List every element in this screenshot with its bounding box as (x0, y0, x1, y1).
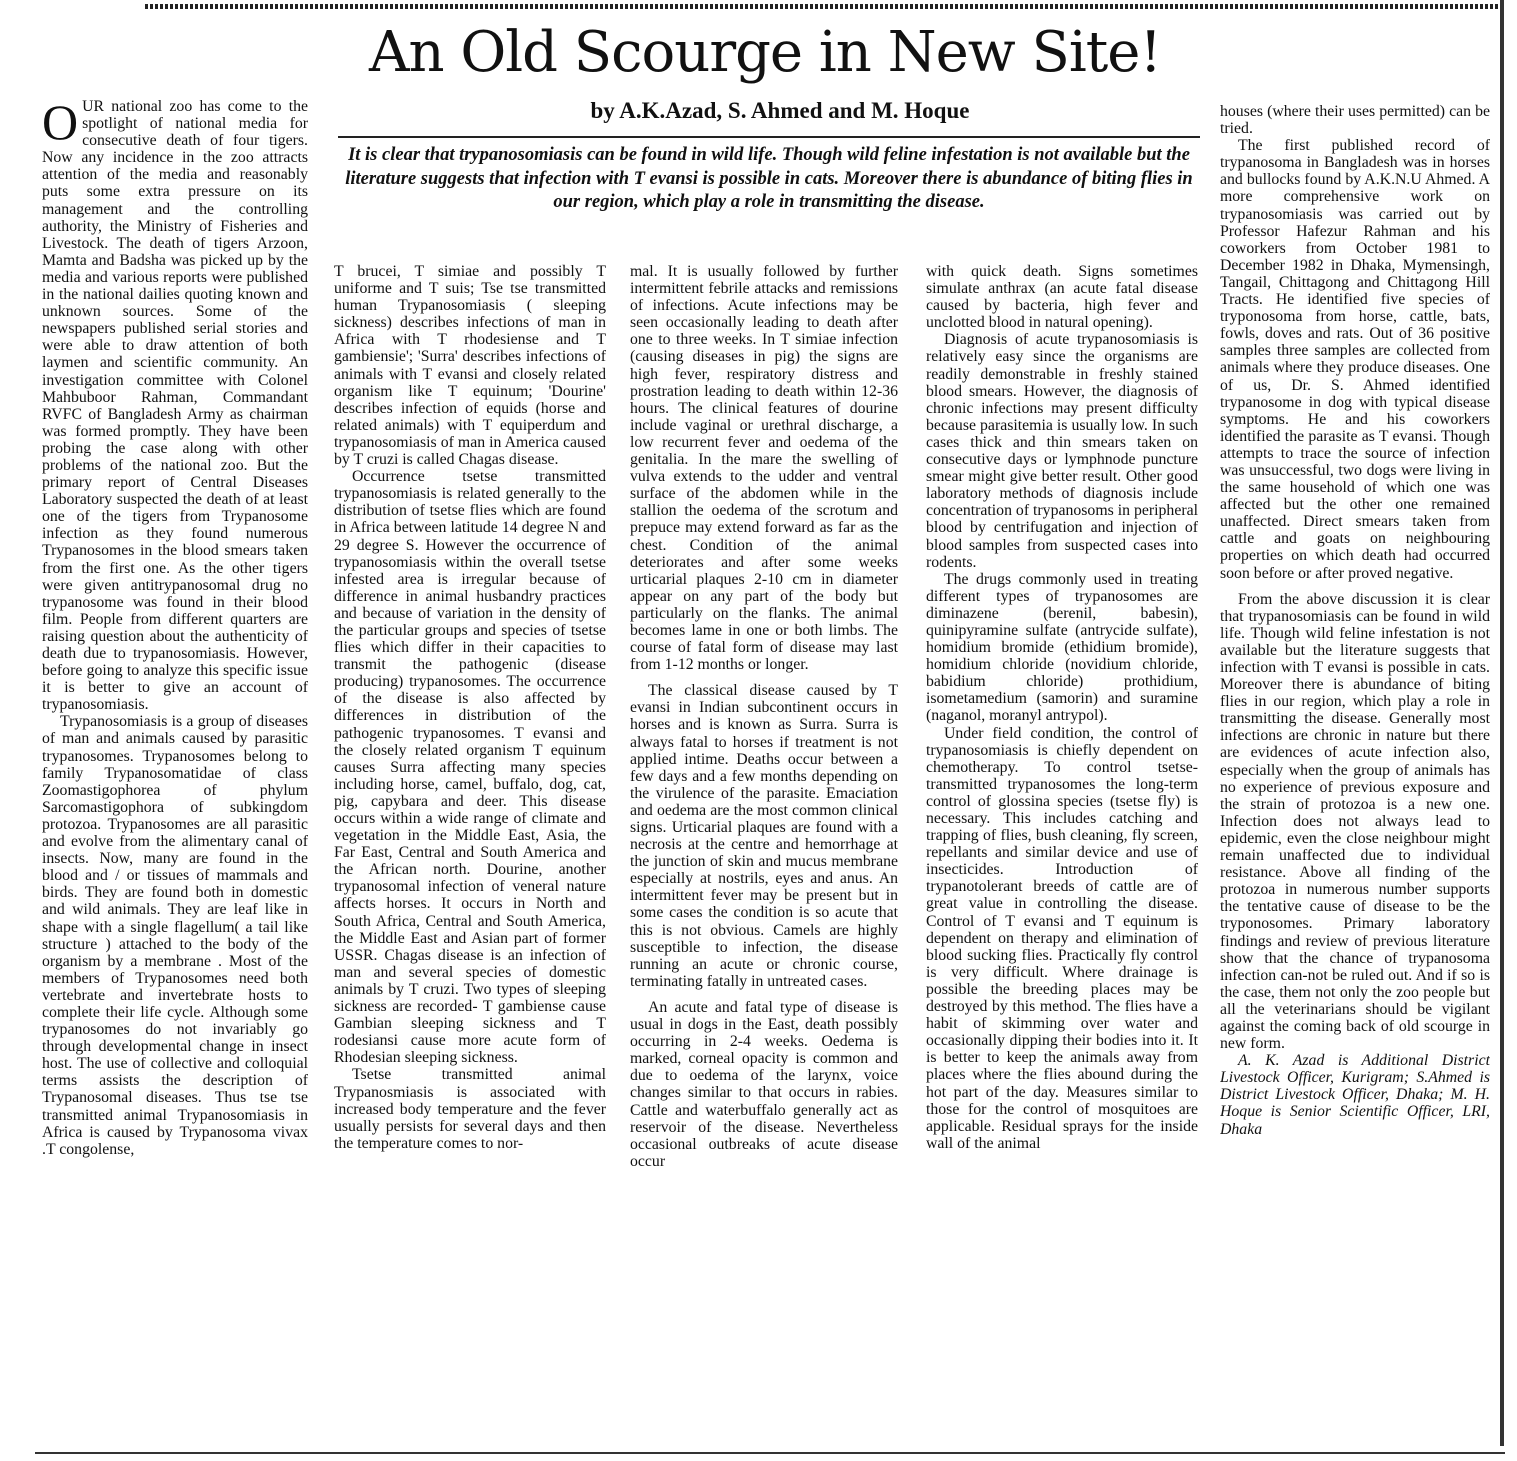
paragraph: The drugs commonly used in treating different types of trypanosomes are diminazene (berenil, babesin), quinipyramine sulfate (antrycide sulfate), homidium bromide (ethidium bromide), homidium chloride (novidium chloride, babidium chloride) prothidium, isometamedium (samorin) and suramine (naganol, moranyl antrypol). (926, 570, 1198, 725)
paragraph: From the above discussion it is clear that trypanosomiasis can be found in wild life. Though wild feline infestation is not available but the literature suggests that infection with T evansi is possible in cats. Moreover there is abundance of biting flies in our region, which play a role in transmitting the disease. Generally most infections are chronic in nature but there are evidences of acute infection also, especially when the group of animals has no experience of previous exposure and the strain of protozoa is a new one. Infection does not always lead to epidemic, even the close neighbour might remain unaffected due to individual resistance. Above all finding of the protozoa in numerous number supports the tentative cause of disease to be the tryponosomes. Primary laboratory findings and review of previous literature show that the chance of trypanosoma infection can-not be ruled out. And if so is the case, them not only the zoo people but all the veterinarians should be vigilant against the coming back of old scourge in new form. (1220, 590, 1490, 1053)
paragraph: An acute and fatal type of disease is usual in dogs in the East, death possibly occurring in 2-4 weeks. Oedema is marked, corneal opacity is common and due to oedema of the larynx, voice changes similar to that occurs in rabies. Cattle and waterbuffalo generally act as reservoir of the disease. Nevertheless occasional outbreaks of acute disease occur (630, 998, 898, 1170)
drop-cap: O (42, 98, 79, 150)
article-column-2 (334, 263, 606, 1438)
article-column-5 (1220, 103, 1490, 1438)
deck-summary: It is clear that trypanosomiasis can be found in wild life. Though wild feline infestation is not available but the literature suggests that infection with T evansi is possible in cats. Moreover there is abundance of biting flies in our region, which play a role in transmitting the disease. (345, 145, 1193, 212)
article-column-1 (42, 98, 308, 1438)
article-column-3 (630, 263, 898, 1438)
paragraph: Trypanosomiasis is a group of diseases of man and animals caused by parasitic trypanosomes. Trypanosomes belong to family Trypanosomatidae of class Zoomastigophorea of phylum Sarcomastigophora of subkingdom protozoa. Trypanosomes are all parasitic and evolve from the alimentary canal of insects. Now, many are found in the blood and / or tissues of mammals and birds. They are found both in domestic and wild animals. They are leaf like in shape with a single flagellum( a tail like structure ) attached to the body of the organism by a membrane . Most of the members of Trypanosomes need both vertebrate and invertebrate hosts to complete their life cycle. Although some trypanosomes do not invariably go through developmental change in insect host. The use of collective and colloquial terms assists the description of Trypanosomal diseases. Thus tse tse transmitted animal Trypanosomiasis in Africa is caused by Trypanosoma vivax .T congolense, (42, 713, 308, 1158)
paragraph: with quick death. Signs sometimes simulate anthrax (an acute fatal disease caused by bacteria, high fever and unclotted blood in natural opening). (926, 263, 1198, 332)
paragraph-text: UR national zoo has come to the spotlight of national media for consecutive death of four tigers. Now any incidence in the zoo attracts attention of the media and reasonably puts some extra pressure on its management and the controlling authority, the Ministry of Fisheries and Livestock. The death of tigers Arzoon, Mamta and Badsha was picked up by the media and various reports were published in the national dailies quoting known and unknown sources. Some of the newspapers published serial stories and were able to draw attention of both laymen and scientific community. An investigation committee with Colonel Mahbuboor Rahman, Commandant RVFC of Bangladesh Army as chairman was formed promptly. They have been probing the case along with other problems of the national zoo. But the primary report of Central Diseases Laboratory suspected the death of at least one of the tigers from Trypanosome infection as they found numerous Trypanosomes in the blood smears taken from the first one. As the other tigers were given antitrypanosomal drug no trypanosome was found in their blood film. People from different quarters are raising question about the authenticity of death due to trypanosomiasis. However, before going to analyze this specific issue it is better to give an account of trypanosomiasis. (42, 98, 308, 714)
bottom-page-border (35, 1452, 1505, 1454)
paragraph: Under field condition, the control of trypanosomiasis is chiefly dependent on chemotherapy. To control tsetse-transmitted trypanosomes the long-term control of glossina species (tsetse fly) is necessary. This includes catching and trapping of flies, bush cleaning, fly screen, repellants and similar device and use of insecticides. Introduction of trypanotolerant breeds of cattle are of great value in controlling the disease. Control of T evansi and T equinum is dependent on therapy and elimination of blood sucking flies. Practically fly control is very difficult. Where drainage is possible the breeding places may be destroyed by this method. The flies have a habit of skimming over water and occasionally dipping their bodies into it. It is better to keep the animals away from places where the flies abound during the hot part of the day. Measures similar to those for the control of mosquitoes are applicable. Residual sprays for the inside wall of the animal (926, 724, 1198, 1152)
headline: An Old Scourge in New Site! (369, 20, 1161, 85)
paragraph: Tsetse transmitted animal Trypanosmiasis is associated with increased body temperature and the fever usually persists for several days and then the temperature comes to nor- (334, 1066, 606, 1152)
paragraph: Occurrence tsetse transmitted trypanosomiasis is related generally to the distribution of tsetse flies which are found in Africa between latitude 14 degree N and 29 degree S. However the occurrence of trypanosomiasis within the overall tsetse infested area is irregular because of difference in animal husbandry practices and because of variation in the density of the particular groups and species of tsetse flies which differ in their capacities to transmit the pathogenic (disease producing) trypanosomes. The occurrence of the disease is also affected by differences in distribution of the pathogenic trypanosomes. T evansi and the closely related organism T equinum causes Surra affecting many species including horse, camel, buffalo, dog, cat, pig, capybara and deer. This disease occurs within a wide range of climate and vegetation in the Middle East, Asia, the Far East, Central and South America and the African north. Dourine, another trypanosomal infection of veneral nature affects horses. It occurs in North and South Africa, Central and South America, the Middle East and Asian part of former USSR. Chagas disease is an infection of man and several species of domestic animals by T cruzi. Two types of sleeping sickness are recorded- T gambiense cause Gambian sleeping sickness and T rodesiansi cause more acute form of Rhodesian sleeping sickness. (334, 468, 606, 1067)
top-decorative-border (145, 4, 1502, 9)
paragraph: houses (where their uses permitted) can be tried. (1220, 103, 1490, 138)
author-bio: A. K. Azad is Additional District Livestock Officer, Kurigram; S.Ahmed is District Livestock Officer, Dhaka; M. H. Hoque is Senior Scientific Officer, LRI, Dhaka (1220, 1052, 1490, 1138)
paragraph: The classical disease caused by T evansi in Indian subcontinent occurs in horses and is known as Surra. Surra is always fatal to horses if treatment is not applied intime. Deaths occur between a few days and a few months depending on the virulence of the parasite. Emaciation and oedema are the most common clinical signs. Urticarial plaques are found with a necrosis at the centre and hemorrhage at the junction of skin and mucus membrane especially at nostrils, eyes and anus. An intermittent fever may be present but in some cases the condition is so acute that this is not obvious. Camels are highly susceptible to infection, the disease running an acute or chronic course, terminating fatally in untreated cases. (630, 682, 898, 990)
paragraph: mal. It is usually followed by further intermittent febrile attacks and remissions of infections. Acute infections may be seen occasionally leading to death after one to three weeks. In T simiae infection (causing diseases in pig) the signs are high fever, respiratory distress and prostration leading to death within 12-36 hours. The clinical features of dourine include vaginal or urethral discharge, a low recurrent fever and oedema of the genitalia. In the mare the swelling of vulva extends to the udder and ventral surface of the abdomen while in the stallion the oedema of the scrotum and prepuce may extend forward as far as the chest. Condition of the animal deteriorates and after some weeks urticarial plaques 2-10 cm in diameter appear on any part of the body but particularly on the flanks. The animal becomes lame in one or both limbs. The course of fatal form of disease may last from 1-12 months or longer. (630, 263, 898, 674)
article-column-4 (926, 263, 1198, 1438)
paragraph: The first published record of trypanosoma in Bangladesh was in horses and bullocks found by A.K.N.U Ahmed. A more comprehensive work on trypanosomiasis was carried out by Professor Hafezur Rahman and his coworkers from October 1981 to December 1982 in Dhaka, Mymensingh, Tangail, Chittagong and Chittagong Hill Tracts. He identified five species of tryponosoma from horse, cattle, bats, fowls, doves and rats. Out of 36 positive samples three samples are collected from animals where they produce diseases. One of us, Dr. S. Ahmed identified trypanosome in dog with typical disease symptoms. He and his coworkers identified the parasite as T evansi. Though attempts to trace the source of infection was unsuccessful, two dogs were living in the same household of which one was affected but the other one remained unaffected. Direct smears taken from cattle and goats on neighbouring properties on which death had occurred soon before or after proved negative. (1220, 137, 1490, 582)
paragraph: Diagnosis of acute trypanosomiasis is relatively easy since the organisms are readily demonstrable in freshly stained blood smears. However, the diagnosis of chronic infections may present difficulty because parasitemia is usually low. In such cases thick and thin smears taken on consecutive days or lymphnode puncture smear might give better result. Other good laboratory methods of diagnosis include concentration of trypanosoms in peripheral blood by centrifugation and injection of blood samples from suspected cases into rodents. (926, 331, 1198, 571)
right-page-border (1500, 0, 1504, 1446)
deck-rule (338, 136, 1200, 138)
paragraph: T brucei, T simiae and possibly T uniforme and T suis; Tse tse transmitted human Trypanosomiasis ( sleeping sickness) describes infections of man in Africa with T rhodesiense and T gambiensie'; 'Surra' describes infections of animals with T evansi and closely related organism like T equinum; 'Dourine' describes infection of equids (horse and related animals) with T equiperdum and trypanosomiasis of man in America caused by T cruzi is called Chagas disease. (334, 263, 606, 469)
paragraph (42, 98, 308, 713)
byline: by A.K.Azad, S. Ahmed and M. Hoque (590, 98, 970, 123)
